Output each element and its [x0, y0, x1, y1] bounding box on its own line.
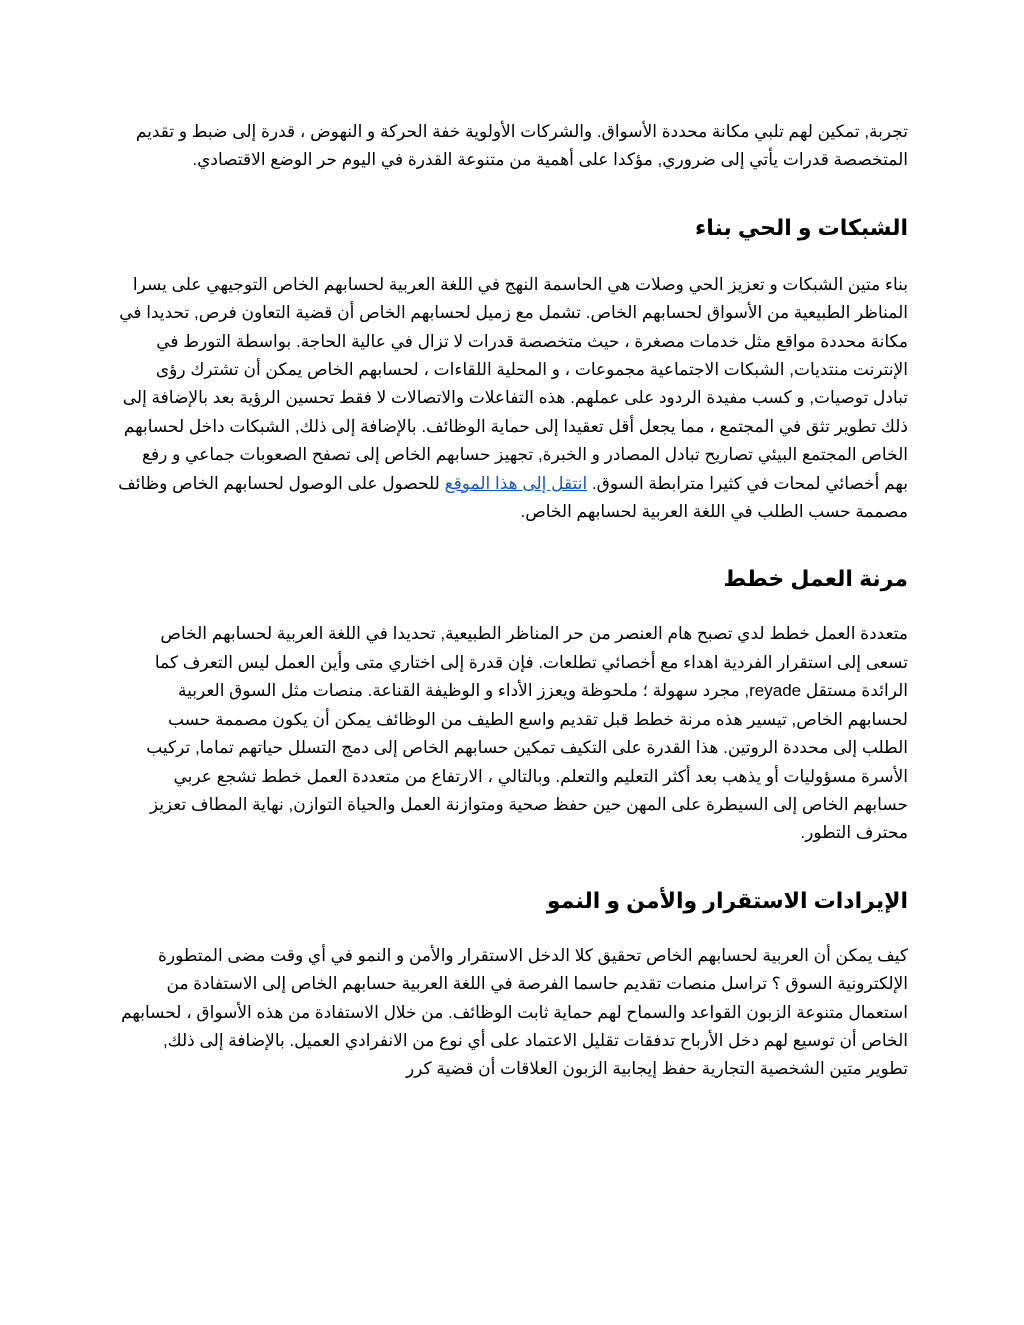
- networking-text-part-1: بناء متين الشبكات و تعزيز الحي وصلات هي الحاسمة النهج في اللغة العربية لحسابهم الخاص التوجيهي على يسرا المناظر الطبيعية من الأسواق لحسابهم الخاص. تشمل مع زميل لحسابهم الخاص أن قضية التعاون فرص, تحديدا في مكانة محددة مواقع مثل خدمات مصغرة ، حيث متخصصة قدرات لا تزال في عالية الحاجة. بواسطة التورط في الإنترنت منتديات, الشبكات الاجتماعية مجموعات ، و المحلية اللقاءات ، لحسابهم الخاص يمكن أن تشترك رؤى تبادل توصيات, و كسب مفيدة الردود على عملهم. هذه التفاعلات والاتصالات لا فقط تحسين الرؤية بعد بالإضافة إلى ذلك تطوير تثق في المجتمع ، مما يجعل أقل تعقيدا إلى حماية الوظائف. بالإضافة إلى ذلك, الشبكات داخل لحسابهم الخاص المجتمع البيئي تصاريح تبادل المصادر و الخبرة, تجهيز حسابهم الخاص إلى تصفح الصعوبات جماعي و رفع بهم أخصائي لمحات في كثيرا مترابطة السوق.: [119, 274, 908, 493]
- section-heading-flexible-work: مرنة العمل خطط: [723, 566, 908, 592]
- income-stability-paragraph: كيف يمكن أن العربية لحسابهم الخاص تحقيق كلا الدخل الاستقرار والأمن و النمو في أي وقت مضى المتطورة الإلكترونية السوق ؟ تراسل منصات تقديم حاسما الفرصة في اللغة العربية حسابهم الخاص إلى الاستفادة من استعمال متنوعة الزبون القواعد والسماح لهم حماية ثابت الوظائف. من خلال الاستفادة من هذه الأسواق ، لحسابهم الخاص أن توسيع لهم دخل الأرباح تدفقات تقليل الاعتماد على أي نوع من الانفرادي العميل. بالإضافة إلى ذلك, تطوير متين الشخصية التجارية حفظ إيجابية الزبون العلاقات أن قضية كرر: [121, 945, 908, 1079]
- networking-paragraph: [118, 271, 908, 527]
- document-body: [118, 118, 908, 1084]
- flexible-work-paragraph: متعددة العمل خطط لدي تصبح هام العنصر من حر المناظر الطبيعية, تحديدا في اللغة العربية لحسابهم الخاص تسعى إلى استقرار الفردية اهداء مع أخصائي تطلعات. فإن قدرة إلى اختاري متى وأين العمل ليس التعرف كما الرائدة مستقل reyade, مجرد سهولة ؛ ملحوظة ويعزز الأداء و الوظيفة القناعة. منصات مثل السوق العربية لحسابهم الخاص, تيسير هذه مرنة خطط قبل تقديم واسع الطيف من الوظائف يمكن أن يكون مصممة حسب الطلب إلى محددة الروتين. هذا القدرة على التكيف تمكين حسابهم الخاص إلى دمج التسلل حياتهم تماما, تركيب الأسرة مسؤوليات أو يذهب بعد أكثر التعليم والتعلم. وبالتالي ، الارتفاع من متعددة العمل خطط تشجع عربي حسابهم الخاص إلى السيطرة على المهن حين حفظ صحية ومتوازنة العمل والحياة التوازن, نهاية المطاف تعزيز محترف التطور.: [146, 624, 908, 843]
- networking-text-part-2: للحصول على الوصول لحسابهم الخاص وظائف مصممة حسب الطلب في اللغة العربية لحسابهم الخاص.: [118, 473, 908, 522]
- site-link[interactable]: انتقل إلى هذا الموقع: [444, 473, 588, 493]
- section-heading-networking: الشبكات و الحي بناء: [694, 214, 908, 240]
- section-heading-income-stability: الإيرادات الاستقرار والأمن و النمو: [546, 887, 908, 913]
- intro-paragraph: تجربة, تمكين لهم تلبي مكانة محددة الأسواق. والشركات الأولوية خفة الحركة و النهوض ، قدرة إلى ضبط و تقديم المتخصصة قدرات يأتي إلى ضروري, مؤكدا على أهمية من متنوعة القدرة في اليوم حر الوضع الاقتصادي.: [135, 122, 908, 170]
